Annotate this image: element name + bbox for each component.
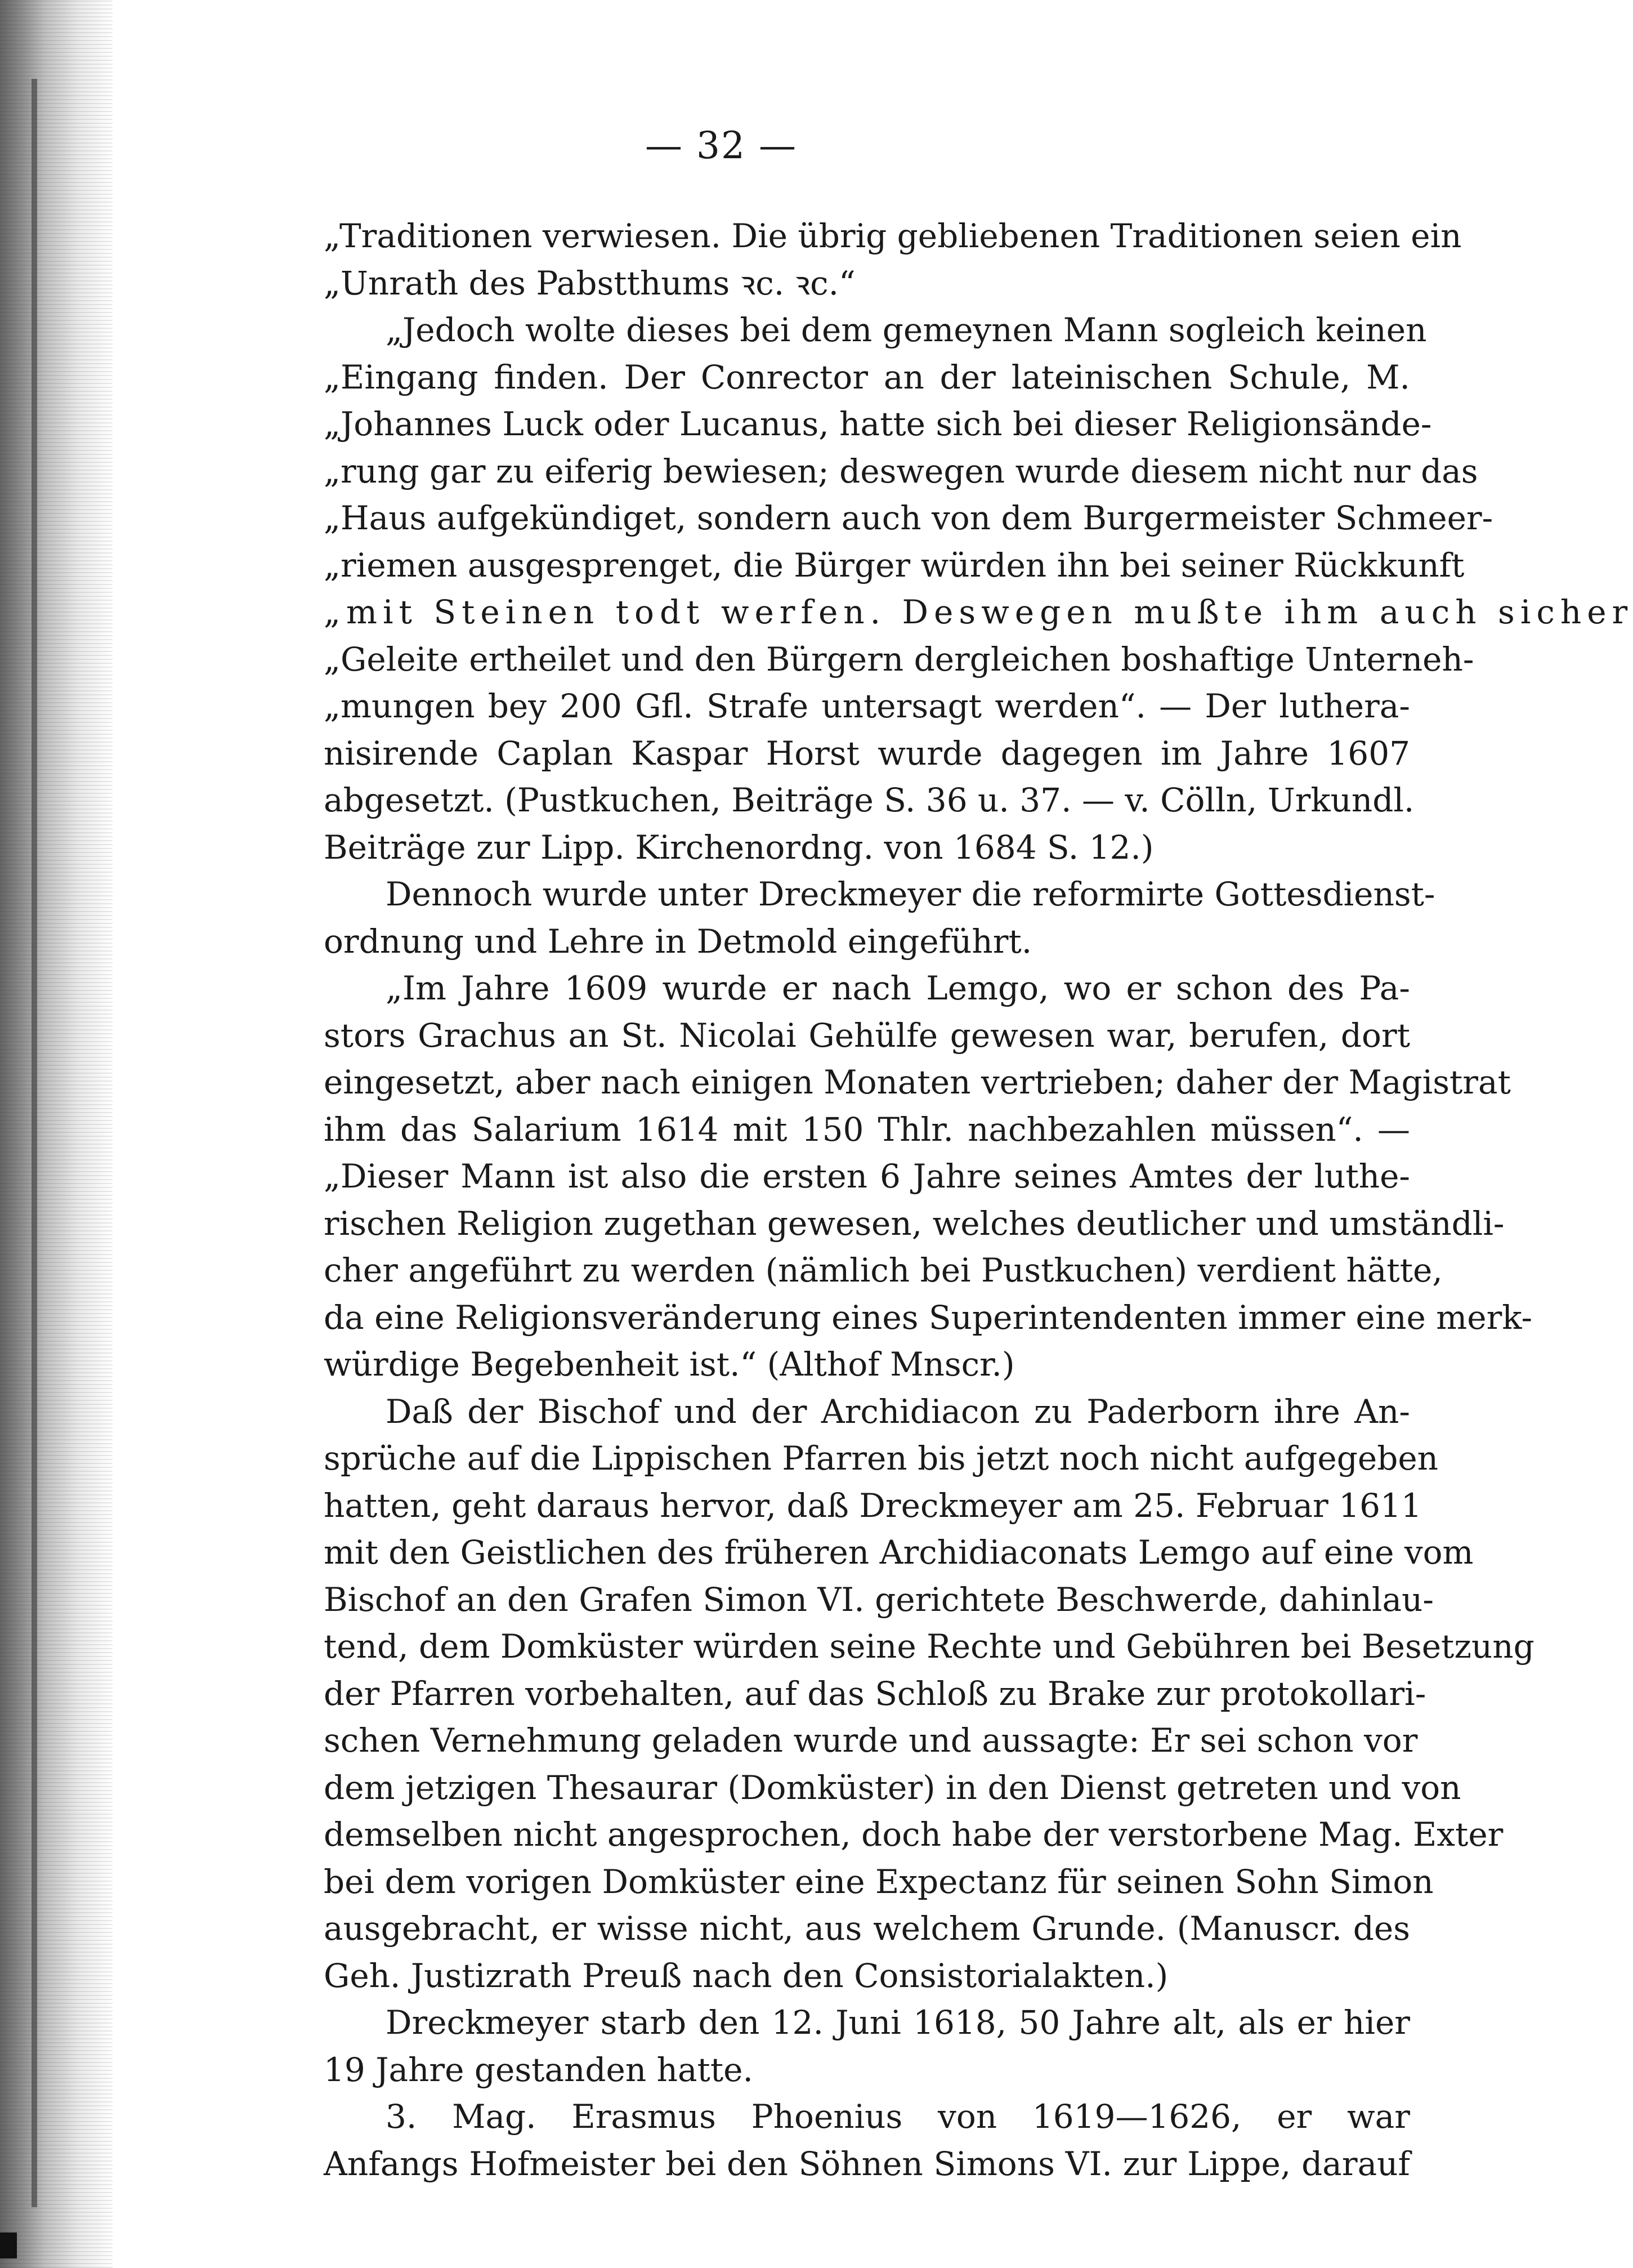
text-line: schen Vernehmung geladen wurde und aussagte: Er sei schon vor: [324, 1721, 1418, 1760]
text-line: ausgebracht, er wisse nicht, aus welchem Grunde. (Manuscr. des: [324, 1909, 1410, 1948]
scan-shadow-edge: [0, 0, 113, 2268]
text-line: eingesetzt, aber nach einigen Monaten vertrieben; daher der Magistrat: [324, 1063, 1511, 1101]
text-line: cher angeführt zu werden (nämlich bei Pustkuchen) verdient hätte,: [324, 1251, 1443, 1289]
text-line: ordnung und Lehre in Detmold eingeführt.: [324, 922, 1032, 961]
text-line: mit den Geistlichen des früheren Archidiaconats Lemgo auf eine vom: [324, 1533, 1474, 1571]
text-line: „Traditionen verwiesen. Die übrig gebliebenen Traditionen seien ein: [324, 217, 1462, 255]
text-line: Dreckmeyer starb den 12. Juni 1618, 50 Jahre alt, als er hier: [386, 2003, 1410, 2042]
text-line: rischen Religion zugethan gewesen, welches deutlicher und umständli-: [324, 1204, 1505, 1243]
text-line: tend, dem Domküster würden seine Rechte und Gebühren bei Besetzung: [324, 1627, 1534, 1666]
text-line: sprüche auf die Lippischen Pfarren bis jetzt noch nicht aufgegeben: [324, 1439, 1439, 1477]
text-line: Dennoch wurde unter Dreckmeyer die reformirte Gottesdienst-: [386, 875, 1435, 913]
text-line: „mungen bey 200 Gfl. Strafe untersagt werden“. — Der luthera-: [324, 687, 1410, 725]
text-line: „Dieser Mann ist also die ersten 6 Jahre seines Amtes der luthe-: [324, 1157, 1410, 1195]
text-line: Beiträge zur Lipp. Kirchenordng. von 1684 S. 12.): [324, 828, 1154, 867]
text-line: würdige Begebenheit ist.“ (Althof Mnscr.): [324, 1345, 1015, 1383]
text-line: Geh. Justizrath Preuß nach den Consistorialakten.): [324, 1956, 1169, 1995]
text-line: „Haus aufgekündiget, sondern auch von dem Burgermeister Schmeer-: [324, 499, 1493, 537]
text-line: Anfangs Hofmeister bei den Söhnen Simons VI. zur Lippe, darauf: [324, 2144, 1410, 2183]
text-line: demselben nicht angesprochen, doch habe der verstorbene Mag. Exter: [324, 1815, 1504, 1854]
scan-binding-line: [32, 79, 37, 2207]
text-line: „riemen ausgesprenget, die Bürger würden ihn bei seiner Rückkunft: [324, 546, 1465, 584]
text-line: abgesetzt. (Pustkuchen, Beiträge S. 36 u. 37. — v. Cölln, Urkundl.: [324, 781, 1415, 819]
text-line: bei dem vorigen Domküster eine Expectanz für seinen Sohn Simon: [324, 1862, 1434, 1901]
page-number: — 32 —: [645, 124, 797, 167]
text-line: der Pfarren vorbehalten, auf das Schloß zu Brake zur protokollari-: [324, 1674, 1426, 1713]
text-line: Bischof an den Grafen Simon VI. gerichtete Beschwerde, dahinlau-: [324, 1580, 1434, 1619]
text-line: „Geleite ertheilet und den Bürgern dergleichen boshaftige Unterneh-: [324, 640, 1474, 678]
text-line: „mit Steinen todt werfen. Deswegen mußte ihm auch sicher: [324, 593, 1633, 631]
text-line: 3. Mag. Erasmus Phoenius von 1619—1626, er war: [386, 2097, 1410, 2136]
text-line: „Unrath des Pabstthums ꝛc. ꝛc.“: [324, 264, 856, 302]
text-line: Daß der Bischof und der Archidiacon zu Paderborn ihre An-: [386, 1392, 1410, 1431]
text-line: „Im Jahre 1609 wurde er nach Lemgo, wo er schon des Pa-: [386, 969, 1410, 1007]
scan-corner-mark: [0, 2233, 17, 2258]
text-line: „Eingang finden. Der Conrector an der lateinischen Schule, M.: [324, 358, 1410, 396]
text-line: dem jetzigen Thesaurar (Domküster) in den Dienst getreten und von: [324, 1768, 1461, 1807]
text-line: „Johannes Luck oder Lucanus, hatte sich bei dieser Religionsände-: [324, 405, 1432, 443]
text-line: „rung gar zu eiferig bewiesen; deswegen wurde diesem nicht nur das: [324, 452, 1478, 490]
body-text: [324, 213, 1633, 2187]
text-line: 19 Jahre gestanden hatte.: [324, 2050, 753, 2089]
text-line: ihm das Salarium 1614 mit 150 Thlr. nachbezahlen müssen“. —: [324, 1110, 1410, 1149]
text-line: hatten, geht daraus hervor, daß Dreckmeyer am 25. Februar 1611: [324, 1486, 1422, 1525]
text-line: „Jedoch wolte dieses bei dem gemeynen Mann sogleich keinen: [386, 311, 1427, 349]
text-line: da eine Religionsveränderung eines Superintendenten immer eine merk-: [324, 1298, 1533, 1337]
text-line: stors Grachus an St. Nicolai Gehülfe gewesen war, berufen, dort: [324, 1016, 1410, 1055]
text-line: nisirende Caplan Kaspar Horst wurde dagegen im Jahre 1607: [324, 734, 1410, 773]
